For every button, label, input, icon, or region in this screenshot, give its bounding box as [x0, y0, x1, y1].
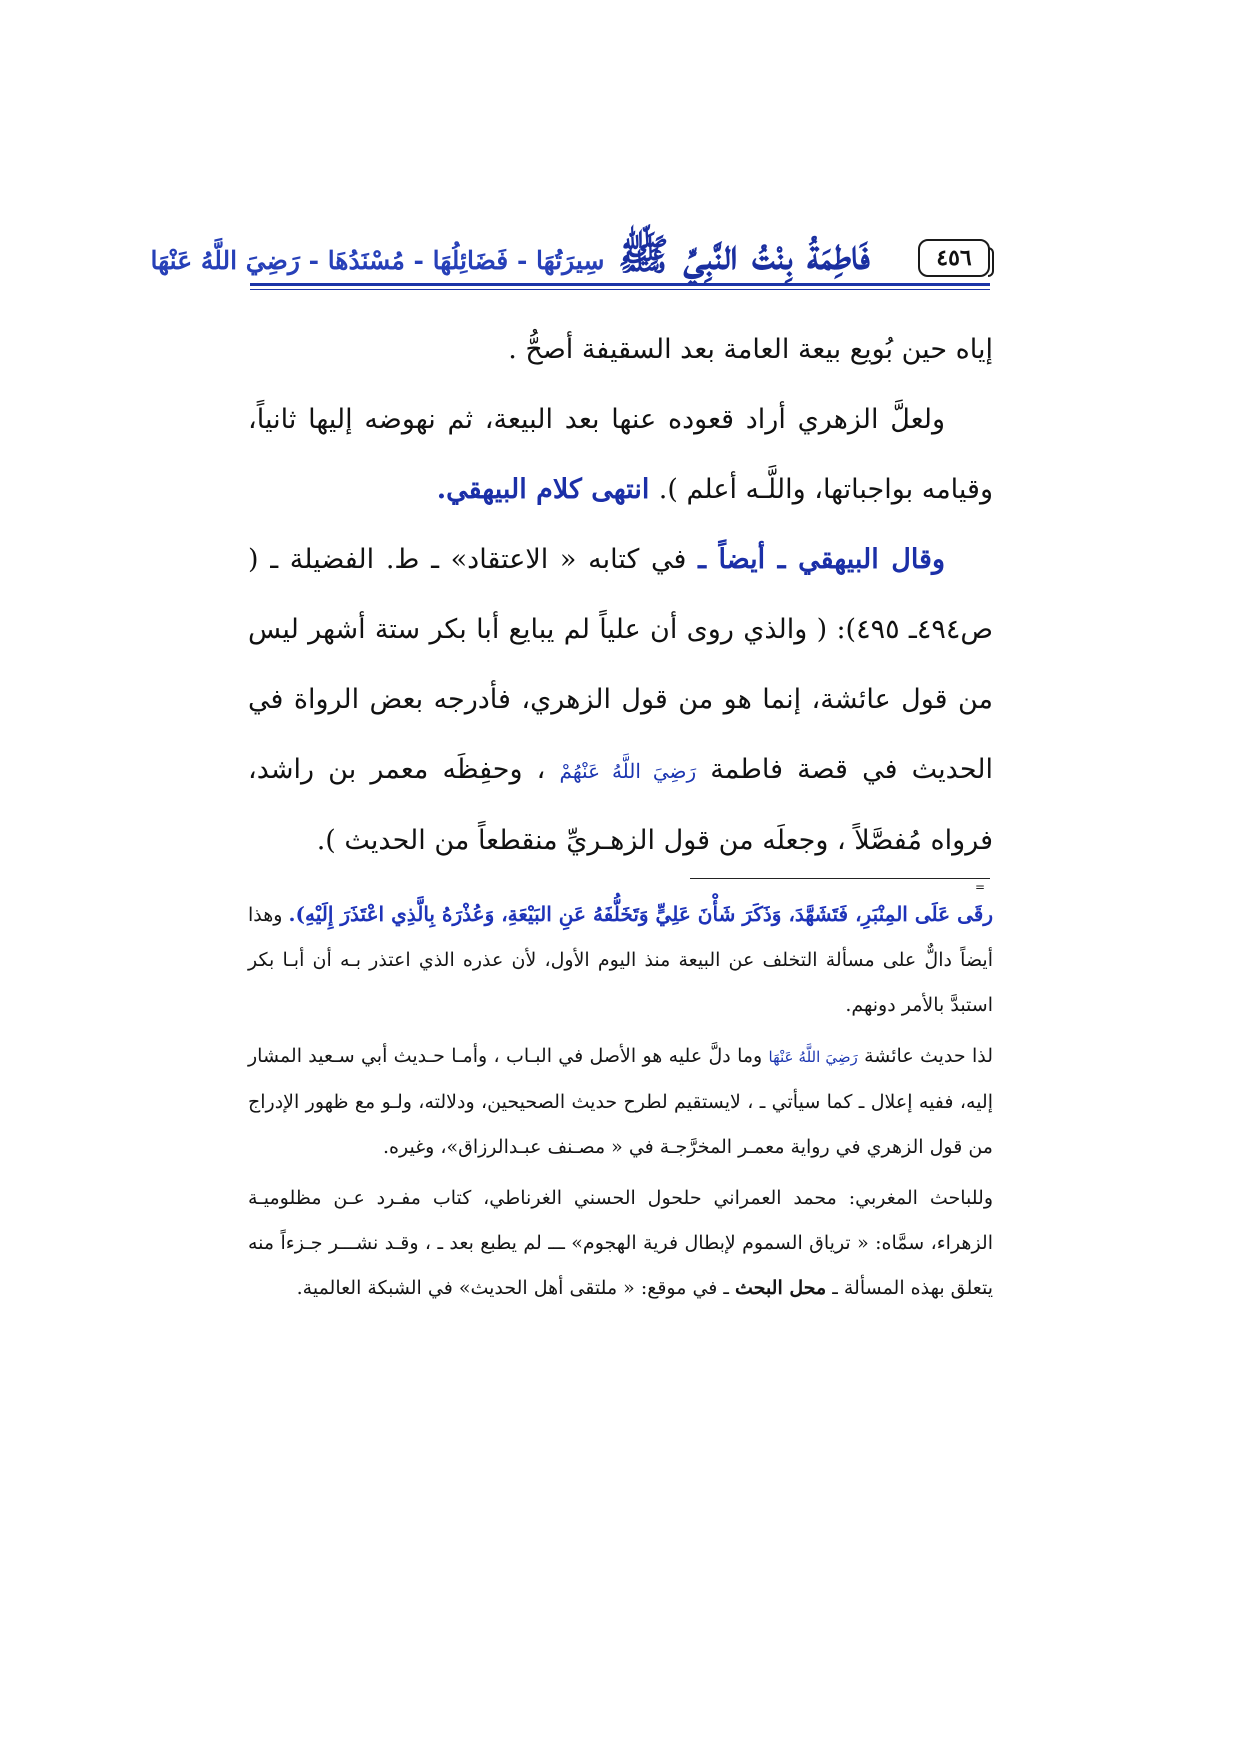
paragraph-2-text: ولعلَّ الزهري أراد قعوده عنها بعد البيعة، ثم نهوضه إليها ثانياً، وقيامه بواجباتها، واللَّـه أعلم ).	[248, 404, 993, 505]
footnote-paragraph-1	[248, 892, 993, 1028]
book-title: فَاطِمَةُ بِنْتُ النَّبِيِّ ﷺ	[618, 230, 870, 279]
paragraph-3	[248, 525, 993, 876]
running-title	[150, 229, 870, 290]
footnote-separator	[690, 878, 990, 879]
paragraph-2	[248, 385, 993, 525]
footnote-2-text-b: وما دلَّ عليه هو الأصل في البـاب ، وأمـا حـديث أبي سـعيد المشار إليه، ففيه إعلال ـ كما سيأتي ـ ، لايستقيم لطرح حديث الصحيحين، ودلالته، ولـو مع ظهور الإدراج من قول الزهري في رواية معمـر المخرَّجـة في « مصـنف عبـدالرزاق»، وغيره.	[248, 1045, 993, 1158]
honorific-glyph: رَضِيَ اللَّهُ عَنْهُمْ	[559, 759, 697, 783]
footnote-3-text-a: وللباحث المغربي: محمد العمراني حلحول الحسني الغرناطي، كتاب مفـرد عـن مظلوميـة الزهراء، سمَّاه: « ترياق السموم لإبطال فرية الهجوم» ـــ لم يطبع بعد ـ ، وقـد نشـــر جـزءاً منه يتعلق بهذه المسألة ـ	[248, 1187, 993, 1299]
footnote-paragraph-2	[248, 1034, 993, 1170]
page-number: ٤٥٦	[918, 239, 990, 277]
header-rule-thin	[250, 289, 990, 290]
footnote-paragraph-3	[248, 1176, 993, 1311]
footnote-honorific: رَضِيَ اللَّهُ عَنْهَا	[768, 1048, 858, 1066]
paragraph-2-highlight: انتهى كلام البيهقي.	[436, 474, 659, 505]
footnote-3-text-b: ـ في موقع: « ملتقى أهل الحديث» في الشبكة العالمية.	[296, 1277, 736, 1299]
page-header	[150, 195, 990, 285]
header-rule	[250, 283, 990, 286]
book-subtitle: سِيرَتُهَا - فَضَائِلُهَا - مُسْنَدُهَا - رَضِيَ اللَّهُ عَنْهَا	[150, 246, 605, 275]
footnote-2-text-a: لذا حديث عائشة	[857, 1045, 994, 1067]
main-text	[248, 315, 993, 876]
paragraph-3-text-1: في كتابه « الاعتقاد» ـ ط. الفضيلة ـ ( ص٤٩٤ـ ٤٩٥): ( والذي روى أن علياً لم يبايع أبا بكر ستة أشهر ليس من قول عائشة، إنما هو من قول الزهري، فأدرجه بعض الرواة في الحديث في قصة فاطمة	[248, 544, 993, 785]
footnote-1-text: وهذا أيضاً دالٌّ على مسألة التخلف عن البيعة منذ اليوم الأول، لأن عذره الذي اعتذر بـه أن أبـا بكر استبدَّ بالأمر دونهم.	[248, 904, 993, 1016]
paragraph-1: إياه حين بُويع بيعة العامة بعد السقيفة أصحُّ .	[508, 334, 993, 365]
footnote-continuation-mark: =	[975, 880, 986, 894]
paragraph-3-text-2: ، وحفِظَه معمر بن راشد، فرواه مُفصَّلاً ، وجعلَه من قول الزهـريِّ منقطعاً من الحديث ).	[248, 754, 993, 856]
paragraph-3-highlight: وقال البيهقي ـ أيضاً ـ	[698, 544, 946, 575]
footnotes	[248, 892, 993, 1317]
footnote-quote: رقَى عَلَى المِنْبَرِ، فَتَشَهَّدَ، وَذَكَرَ شَأْنَ عَلِيٍّ وَتَخَلُّفَهُ عَنِ البَيْعَةِ، وَعُذْرَهُ بِالَّذِي اعْتَذَرَ إِلَيْهِ).	[288, 902, 993, 926]
footnote-3-bold: محل البحث	[735, 1277, 827, 1299]
